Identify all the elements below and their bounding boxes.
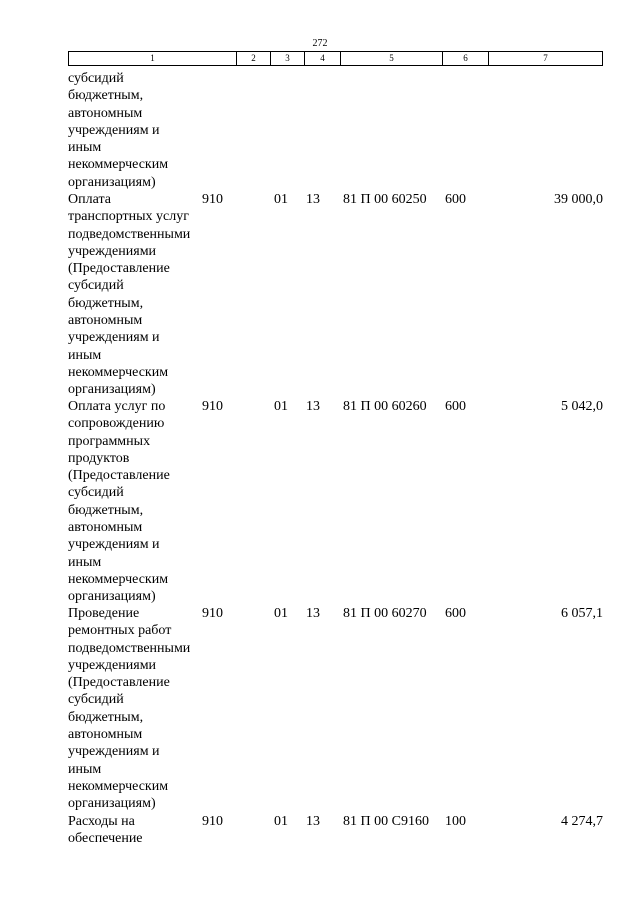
row-name: Оплата транспортных услуг подведомственными учреждениями (Предоставление субсидий бюджетным, автономным учреждениям и иным некоммерческим организациям) — [68, 192, 191, 398]
row-grbs: 910 — [202, 399, 223, 414]
row-sum: 4 274,7 — [561, 814, 603, 829]
row-expense-type: 600 — [445, 192, 466, 207]
header-col-2: 2 — [237, 52, 271, 65]
row-target-code: 81 П 00 60260 — [343, 399, 427, 414]
header-col-3: 3 — [271, 52, 305, 65]
row-target-code: 81 П 00 60250 — [343, 192, 427, 207]
table-header — [68, 51, 603, 66]
row-sum: 39 000,0 — [554, 192, 603, 207]
row-sum: 5 042,0 — [561, 399, 603, 414]
header-col-5: 5 — [341, 52, 443, 65]
row-target-code: 81 П 00 60270 — [343, 606, 427, 621]
row-podrazdel: 13 — [306, 606, 320, 621]
header-col-1: 1 — [69, 52, 237, 65]
row-target-code: 81 П 00 С9160 — [343, 814, 429, 829]
row-podrazdel: 13 — [306, 814, 320, 829]
row-sum: 6 057,1 — [561, 606, 603, 621]
row-expense-type: 100 — [445, 814, 466, 829]
row-name: Расходы на обеспечение — [68, 814, 143, 847]
row-grbs: 910 — [202, 192, 223, 207]
row-expense-type: 600 — [445, 399, 466, 414]
row-podrazdel: 13 — [306, 192, 320, 207]
row-grbs: 910 — [202, 814, 223, 829]
row-razdel: 01 — [274, 606, 288, 621]
header-col-4: 4 — [305, 52, 341, 65]
row-razdel: 01 — [274, 192, 288, 207]
row-expense-type: 600 — [445, 606, 466, 621]
row-name: Проведение ремонтных работ подведомственными учреждениями (Предоставление субсидий бюджетным, автономным учреждениям и иным некоммерческим организациям) — [68, 606, 191, 812]
row-continuation-text: субсидий бюджетным, автономным учреждениям и иным некоммерческим организациям) — [68, 71, 169, 190]
header-col-7: 7 — [543, 53, 548, 63]
header-col-6: 6 — [443, 52, 489, 65]
page-number: 272 — [312, 38, 328, 49]
row-grbs: 910 — [202, 606, 223, 621]
row-razdel: 01 — [274, 814, 288, 829]
row-razdel: 01 — [274, 399, 288, 414]
row-name: Оплата услуг по сопровождению программных продуктов (Предоставление субсидий бюджетным, автономным учреждениям и иным некоммерческим организациям) — [68, 399, 170, 605]
row-podrazdel: 13 — [306, 399, 320, 414]
